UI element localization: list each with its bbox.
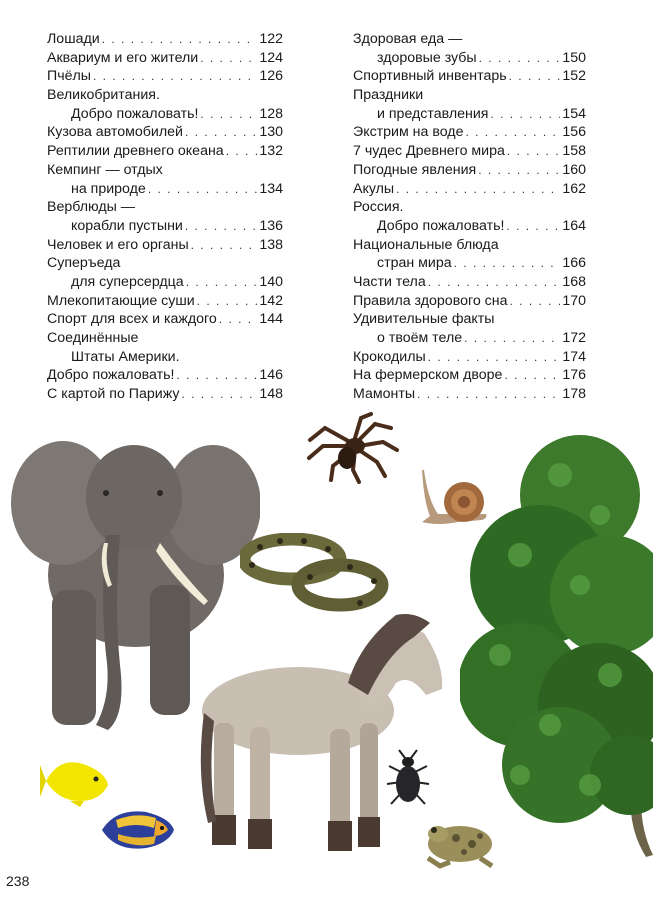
toc-entry [353,366,586,385]
toc-entry [353,348,586,367]
toc-page-number: 124 [259,49,283,66]
toc-entry-title: Крокодилы [353,348,426,365]
toc-leader-dots [507,142,560,161]
toc-page-number: 166 [562,255,586,272]
toc-entry-title: Аквариум и его жители [47,49,199,66]
toc-page-number: 128 [259,105,283,122]
toc-leader-dots [200,49,257,68]
toc-entry-title: Национальные блюда [353,236,499,253]
toc-entry-title: Погодные явления [353,161,477,178]
toc-leader-dots [509,67,561,86]
toc-leader-dots [200,105,257,124]
toc-entry-title: стран мира [377,255,452,272]
toc-entry-title: Спортивный инвентарь [353,68,507,85]
toc-entry [47,348,283,367]
toc-entry-title: Кемпинг — отдых [47,161,163,178]
toc-entry-title: Лошади [47,31,100,47]
toc-entry-title: о твоём теле [377,330,463,346]
toc-entry [353,385,586,404]
toc-page-number: 130 [259,124,283,141]
toc-page-number: 174 [562,348,586,365]
toc-entry-title: здоровые зубы [377,49,477,66]
toc-entry-title: На фермерском дворе [353,367,503,384]
toc-entry-title: Рептилии древнего океана [47,143,224,160]
toc-page-number: 176 [562,367,586,384]
toc-entry-title: Мамонты [353,386,416,403]
toc-leader-dots [464,329,560,348]
toc-entry-title: Пчёлы [47,68,91,85]
toc-entry-title: Штаты Америки. [71,348,180,365]
toc-entry [353,142,586,161]
toc-entry [353,217,586,236]
toc-page-number: 132 [259,143,283,160]
toc-leader-dots [176,366,257,385]
toc-page-number: 138 [259,236,283,253]
toc-entry [47,105,283,124]
tree-illustration [460,425,653,865]
toc-entry-title: Праздники [353,87,424,104]
toc-entry-title: С картой по Парижу [47,386,180,403]
toc-entry-title: Спорт для всех и каждого [47,311,217,328]
toc-leader-dots [185,123,257,142]
toc-page-number: 146 [259,367,283,384]
toc-entry-title: 7 чудес Древнего мира [353,143,505,160]
toc-leader-dots [396,180,560,199]
toc-entry-title: Добро пожаловать! [377,217,505,234]
toc-entry [47,198,283,217]
toc-entry [47,273,283,292]
toc-leader-dots [93,67,257,86]
toc-page-number: 126 [259,68,283,85]
toc-entry [47,49,283,68]
toc-column-left [47,30,283,404]
horse-illustration [200,603,448,861]
toc-entry [47,142,283,161]
toc-page-number: 134 [259,180,283,197]
toc-leader-dots [197,292,258,311]
toc-entry-title: Добро пожаловать! [71,105,199,122]
toc-page-number: 158 [562,143,586,160]
toc-leader-dots [219,310,258,329]
toc-leader-dots [148,180,258,199]
toc-page-number: 162 [562,180,586,197]
toc-entry-title: Человек и его органы [47,236,189,253]
toc-entry [353,67,586,86]
toc-entry [47,86,283,105]
toc-entry [353,329,586,348]
toc-entry [47,123,283,142]
toc-entry [353,273,586,292]
toc-page-number: 160 [562,161,586,178]
page-number: 238 [6,873,30,889]
toc-page-number: 148 [259,386,283,403]
toc-entry [47,236,283,255]
toc-entry-title: Россия. [353,199,404,216]
toc-leader-dots [504,366,560,385]
toc-entry [47,67,283,86]
toc-leader-dots [186,273,258,292]
toc-entry [353,310,586,329]
toc-entry-title: Добро пожаловать! [47,367,175,384]
toc-entry [353,236,586,255]
snake-illustration [240,533,390,613]
toc-entry [47,217,283,236]
toc-entry-title: Великобритания. [47,87,160,104]
toc-leader-dots [490,105,560,124]
beetle-illustration [385,748,431,810]
toc-leader-dots [428,273,561,292]
toc-leader-dots [191,236,258,255]
toc-entry-title: Млекопитающие суши [47,292,195,309]
toc-entry [353,49,586,68]
toc-leader-dots [428,348,561,367]
toc-page-number: 140 [259,273,283,290]
toc-entry [353,123,586,142]
toc-entry [353,105,586,124]
toc-entry-title: Здоровая еда — [353,31,463,47]
toc-page-number: 142 [259,292,283,309]
toc-page-number: 144 [259,311,283,328]
toc-entry-title: Правила здорового сна [353,292,508,309]
toc-entry-title: Экстрим на воде [353,124,464,141]
toc-entry [353,254,586,273]
toc-page-number: 122 [259,31,283,47]
toc-page-number: 178 [562,386,586,403]
toc-page-number: 168 [562,273,586,290]
toc-column-right [353,30,586,404]
toc-leader-dots [185,217,257,236]
toc-entry-title: на природе [71,180,146,197]
toc-entry [47,30,283,49]
toc-entry-title: Акулы [353,180,395,197]
toc-entry-title: корабли пустыни [71,217,183,234]
toc-entry-title: Части тела [353,273,426,290]
toc-leader-dots [479,49,561,68]
toc-page-number: 164 [562,217,586,234]
toc-entry [47,366,283,385]
toc-page-number: 136 [259,217,283,234]
toc-entry [353,180,586,199]
toc-entry [47,161,283,180]
toc-leader-dots [102,30,258,49]
toc-entry-title: и представления [377,105,489,122]
toc-leader-dots [465,123,560,142]
yellow-fish-illustration [40,755,110,807]
toc-page-number: 172 [562,330,586,346]
toc-entry-title: для суперсердца [71,273,184,290]
toc-entry [47,310,283,329]
toc-entry [47,385,283,404]
toc-entry-title: Соединённые [47,330,139,346]
toc-leader-dots [478,161,560,180]
toc-entry [47,254,283,273]
toc-page-number: 170 [562,292,586,309]
angelfish-illustration [96,806,176,854]
toc-page-number: 152 [562,68,586,85]
toc-entry [353,292,586,311]
toc-leader-dots [226,142,258,161]
toc-page-number: 156 [562,124,586,141]
toc-entry [353,30,586,49]
toc-entry [353,86,586,105]
toc-page-number: 154 [562,105,586,122]
toc-entry [47,292,283,311]
frog-illustration [420,818,498,870]
toc-entry-title: Кузова автомобилей [47,124,183,141]
toc-leader-dots [509,292,560,311]
toc-leader-dots [181,385,257,404]
tarantula-illustration [305,410,401,484]
toc-entry-title: Суперъеда [47,255,121,272]
toc-leader-dots [454,254,561,273]
toc-entry [47,180,283,199]
toc-page-number: 150 [562,49,586,66]
toc-leader-dots [417,385,560,404]
toc-leader-dots [506,217,560,236]
toc-entry-title: Удивительные факты [353,311,495,328]
toc-entry [353,161,586,180]
toc-entry [47,329,283,348]
toc-entry-title: Верблюды — [47,199,135,216]
toc-entry [353,198,586,217]
